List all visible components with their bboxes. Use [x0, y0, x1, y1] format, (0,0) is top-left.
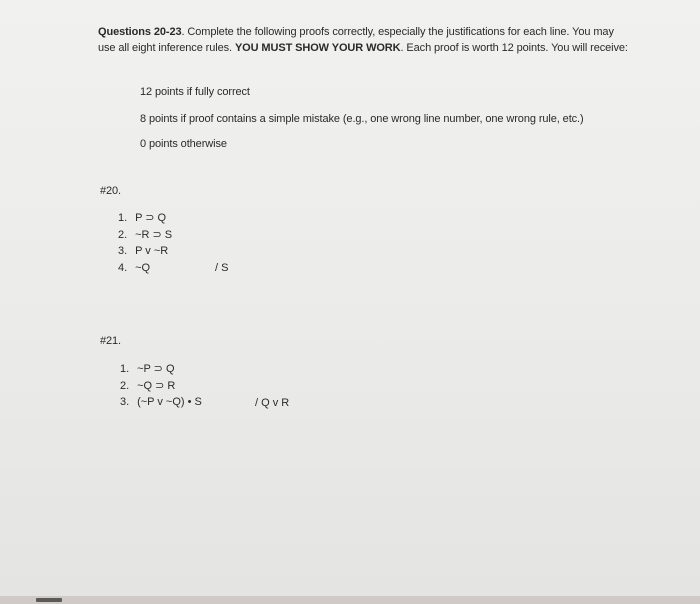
problem-20-line-2: [118, 228, 172, 241]
line-number: 2.: [118, 229, 128, 241]
problem-21-line-1: [120, 362, 175, 375]
formula: P v ~R: [135, 245, 169, 257]
problem-20-line-1: [118, 211, 166, 224]
line-number: 3.: [118, 245, 128, 257]
questions-heading: Questions 20-23: [98, 26, 182, 38]
formula: ~P ⊃ Q: [137, 363, 175, 375]
instructions-paragraph: [98, 25, 628, 56]
line-number: 1.: [118, 212, 128, 224]
problem-21-line-3: [120, 396, 202, 408]
formula: P ⊃ Q: [135, 212, 167, 224]
instructions-text-1: . Complete the following proofs correctly, especially the justifications for each line. You may use all eight inference rules.: [98, 26, 614, 54]
line-number: 3.: [120, 396, 130, 408]
line-number: 4.: [118, 262, 128, 274]
problem-20-line-3: [118, 245, 168, 257]
formula: ~Q ⊃ R: [137, 380, 176, 392]
scoring-full: 12 points if fully correct: [140, 86, 250, 98]
page-bottom-edge: [0, 596, 700, 604]
formula: ~R ⊃ S: [135, 229, 173, 241]
problem-21-label: #21.: [100, 335, 122, 347]
line-number: 1.: [120, 363, 130, 375]
instructions-text-2: . Each proof is worth 12 points. You will receive:: [400, 41, 628, 54]
bottom-edge-mark: [36, 598, 62, 602]
show-work-emphasis: YOU MUST SHOW YOUR WORK: [234, 41, 401, 54]
problem-20-line-4: [118, 262, 150, 274]
problem-21-line-2: [120, 379, 175, 392]
scoring-zero: 0 points otherwise: [140, 138, 227, 150]
line-number: 2.: [120, 380, 130, 392]
formula: (~P v ~Q) • S: [137, 396, 202, 408]
scoring-partial: 8 points if proof contains a simple mistake (e.g., one wrong line number, one wrong rule, etc.): [140, 113, 584, 125]
problem-21-conclusion: / Q v R: [255, 397, 290, 409]
formula: ~Q: [135, 262, 151, 274]
problem-20-label: #20.: [100, 185, 122, 197]
problem-20-conclusion: / S: [215, 262, 229, 274]
